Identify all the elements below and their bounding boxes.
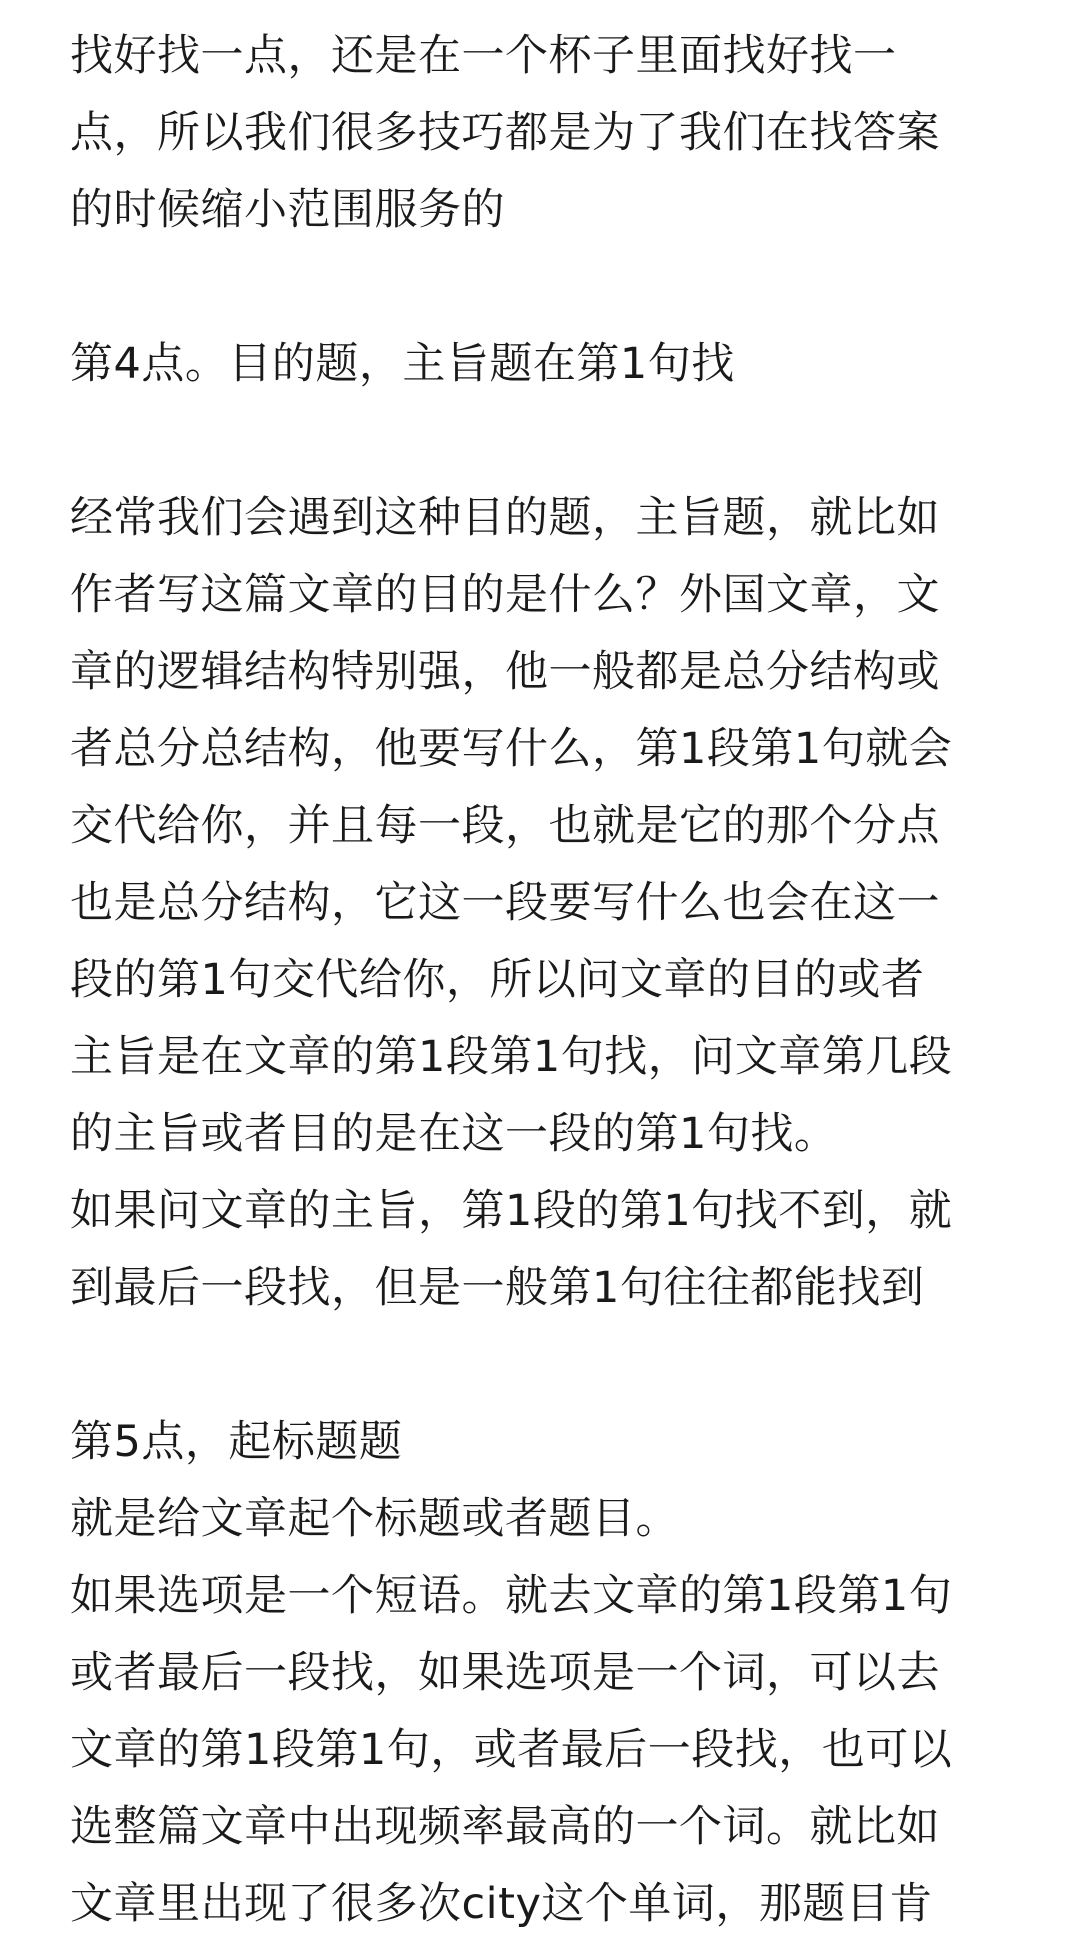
section-heading-5: 第5点，起标题题 — [70, 1417, 403, 1467]
text-line: 找好找一点，还是在一个杯子里面找好找一 — [70, 31, 897, 81]
text-line: 如果问文章的主旨，第1段的第1句找不到，就 — [70, 1186, 953, 1236]
paragraph-1 — [70, 18, 1010, 249]
text-line: 者总分总结构，他要写什么，第1段第1句就会 — [70, 724, 953, 774]
paragraph-gap — [70, 249, 1010, 326]
text-line: 交代给你，并且每一段，也就是它的那个分点 — [70, 801, 940, 851]
text-line: 点，所以我们很多技巧都是为了我们在找答案 — [70, 108, 940, 158]
text-line: 文章里出现了很多次city这个单词，那题目肯 — [70, 1879, 933, 1929]
text-line: 章的逻辑结构特别强，他一般都是总分结构或 — [70, 647, 940, 697]
text-line: 就是给文章起个标题或者题目。 — [70, 1494, 679, 1544]
text-line: 也是总分结构，它这一段要写什么也会在这一 — [70, 878, 940, 928]
text-line: 的主旨或者目的是在这一段的第1句找。 — [70, 1109, 838, 1159]
text-line: 文章的第1段第1句，或者最后一段找，也可以 — [70, 1725, 953, 1775]
paragraph-2 — [70, 480, 1010, 1327]
section-heading-4: 第4点。目的题，主旨题在第1句找 — [70, 339, 735, 389]
text-line: 到最后一段找，但是一般第1句往往都能找到 — [70, 1263, 925, 1313]
paragraph-gap — [70, 1327, 1010, 1404]
article-body — [70, 18, 1010, 1943]
paragraph-gap — [70, 403, 1010, 480]
text-line: 作者写这篇文章的目的是什么？外国文章，文 — [70, 570, 940, 620]
text-line: 段的第1句交代给你，所以问文章的目的或者 — [70, 955, 925, 1005]
text-line: 选整篇文章中出现频率最高的一个词。就比如 — [70, 1802, 940, 1852]
text-line: 经常我们会遇到这种目的题，主旨题，就比如 — [70, 493, 940, 543]
text-line: 如果选项是一个短语。就去文章的第1段第1句 — [70, 1571, 953, 1621]
text-line: 的时候缩小范围服务的 — [70, 185, 505, 235]
paragraph-3 — [70, 1481, 1010, 1943]
text-line: 主旨是在文章的第1段第1句找，问文章第几段 — [70, 1032, 953, 1082]
text-line: 或者最后一段找，如果选项是一个词，可以去 — [70, 1648, 940, 1698]
